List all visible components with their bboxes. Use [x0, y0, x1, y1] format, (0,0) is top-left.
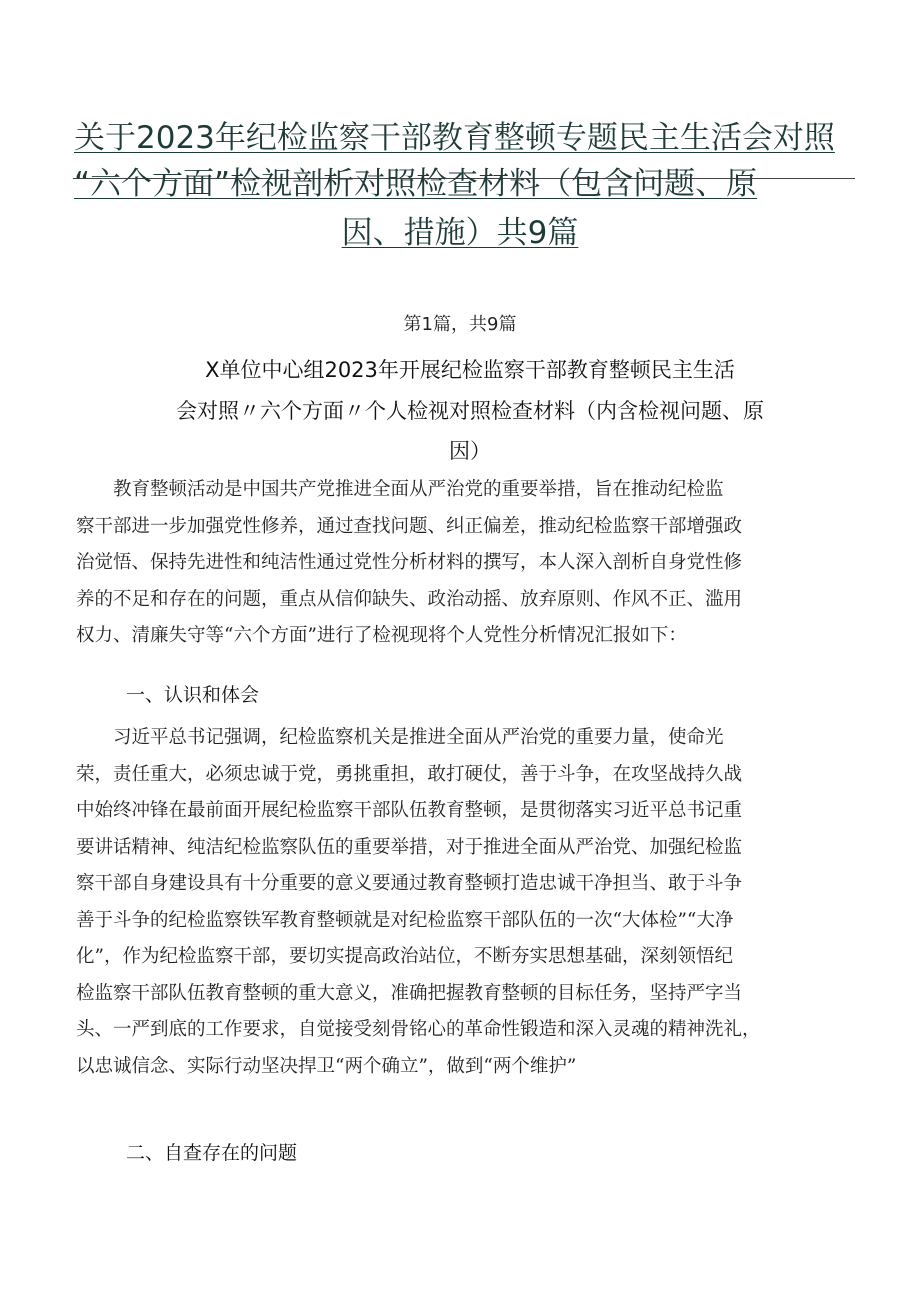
article-subtitle-line-1: X单位中心组2023年开展纪检监察干部教育整顿民主生活 [205, 358, 735, 382]
document-title-line-1: 关于2023年纪检监察干部教育整顿专题民主生活会对照 [74, 120, 835, 156]
section-1-line: 头、一严到底的工作要求，自觉接受刻骨铭心的革命性锻造和深入灵魂的精神洗礼， [76, 1019, 761, 1040]
section-heading-2: 二、自查存在的问题 [126, 1142, 298, 1164]
intro-line: 治觉悟、保持先进性和纯洁性通过党性分析材料的撰写，本人深入剖析自身党性修 [76, 552, 743, 573]
intro-line: 察干部进一步加强党性修养，通过查找问题、纠正偏差，推动纪检监察干部增强政 [76, 515, 743, 537]
section-1-line: 察干部自身建设具有十分重要的意义要通过教育整顿打造忠诚干净担当、敢于斗争 [76, 873, 743, 894]
intro-line: 养的不足和存在的问题，重点从信仰缺失、政治动摇、放弃原则、作风不正、滥用 [76, 588, 743, 610]
document-title-line-2: “六个方面”检视剖析对照检查材料（包含问题、原 [74, 166, 758, 202]
section-1-paragraph [76, 720, 852, 1085]
section-heading-1: 一、认识和体会 [126, 684, 260, 706]
section-1-line: 荣，责任重大，必须忠诚于党，勇挑重担，敢打硬仗，善于斗争，在攻坚战持久战 [76, 763, 743, 785]
article-subtitle-line-2: 会对照〃六个方面〃个人检视对照检查材料（内含检视问题、原 [176, 399, 764, 423]
document-title-line-3: 因、措施）共9篇 [341, 215, 579, 251]
section-1-line: 要讲话精神、纯洁纪检监察队伍的重要举措，对于推进全面从严治党、加强纪检监 [76, 836, 743, 858]
section-1-line: 检监察干部队伍教育整顿的重大意义，准确把握教育整顿的目标任务，坚持严字当 [76, 982, 743, 1004]
section-1-line: 以忠诚信念、实际行动坚决捍卫“两个确立”，做到“两个维护” [76, 1055, 577, 1077]
intro-paragraph [76, 472, 852, 655]
section-1-line: 化”，作为纪检监察干部，要切实提高政治站位，不断夯实思想基础，深刻领悟纪 [76, 946, 733, 967]
section-1-line: 中始终冲锋在最前面开展纪检监察干部队伍教育整顿，是贯彻落实习近平总书记重 [76, 800, 743, 821]
part-label: 第1篇，共9篇 [403, 314, 517, 335]
section-1-line: 习近平总书记强调，纪检监察机关是推进全面从严治党的重要力量，使命光 [76, 727, 724, 748]
intro-line: 教育整顿活动是中国共产党推进全面从严治党的重要举措，旨在推动纪检监 [76, 479, 724, 500]
article-subtitle-line-3: 因） [449, 439, 491, 463]
intro-line: 权力、清廉失守等“六个方面”进行了检视现将个人党性分析情况汇报如下： [76, 625, 687, 646]
section-1-line: 善于斗争的纪检监察铁军教育整顿就是对纪检监察干部队伍的一次“大体检”“大净 [76, 909, 734, 931]
